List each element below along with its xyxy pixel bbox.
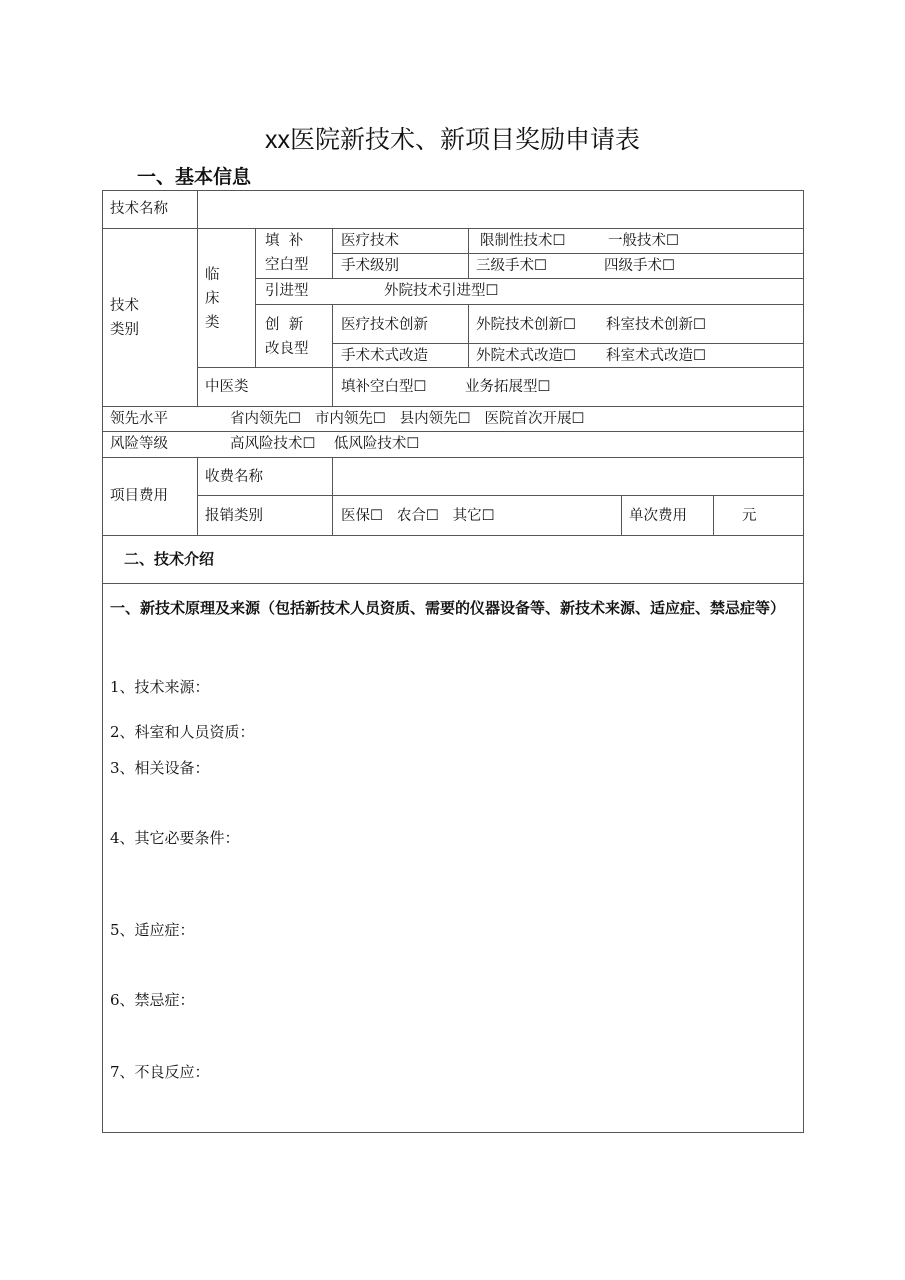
external-import-checkbox[interactable]: 外院技术引进型☐ [384, 283, 499, 299]
single-fee-label: 单次费用 [629, 508, 687, 524]
fill-type-label-2: 空白型 [265, 257, 309, 273]
title-prefix: xx [264, 126, 290, 154]
col-divider [255, 228, 256, 368]
clinical-char: 临 [205, 267, 220, 283]
level4-surgery-checkbox[interactable]: 四级手术☐ [604, 258, 675, 274]
table-border-right [803, 190, 804, 1133]
list-item: 6、禁忌症： [110, 991, 195, 1009]
tech-category-label-2: 类别 [110, 322, 139, 338]
lead-level-label: 领先水平 [110, 411, 168, 427]
row-divider [255, 304, 804, 305]
risk-level-options[interactable]: 高风险技术☐ 低风险技术☐ [230, 436, 420, 452]
level3-surgery-checkbox[interactable]: 三级手术☐ [476, 258, 547, 274]
list-item: 5、适应症： [110, 921, 195, 939]
row-divider [102, 406, 804, 407]
ext-innov-checkbox[interactable]: 外院技术创新☐ [476, 317, 576, 333]
title-main: 医院新技术、新项目奖励申请表 [289, 125, 640, 154]
innov-type-label-2: 改良型 [265, 341, 309, 357]
row-divider [332, 253, 804, 254]
table-border-top [102, 190, 804, 191]
col-divider [468, 304, 469, 368]
reimb-options[interactable]: 医保☐ 农合☐ 其它☐ [341, 508, 495, 524]
col-divider [197, 190, 198, 407]
table-border-bottom [102, 1132, 804, 1133]
med-innov-label: 医疗技术创新 [341, 317, 428, 333]
tcm-expand-checkbox[interactable]: 业务拓展型☐ [465, 379, 551, 395]
import-type-label: 引进型 [265, 283, 309, 299]
row-divider [197, 367, 804, 368]
row-divider [102, 228, 804, 229]
row-divider [332, 343, 804, 344]
surgery-level-label: 手术级别 [341, 258, 399, 274]
tcm-fill-checkbox[interactable]: 填补空白型☐ [341, 379, 427, 395]
col-divider [621, 495, 622, 536]
table-border-left [102, 190, 103, 1133]
lead-level-options[interactable]: 省内领先☐ 市内领先☐ 县内领先☐ 医院首次开展☐ [230, 411, 585, 427]
list-item: 3、相关设备： [110, 759, 210, 777]
clinical-char: 类 [205, 315, 220, 331]
row-divider [102, 535, 804, 536]
list-item: 2、科室和人员资质： [110, 723, 255, 741]
fill-type-label-1: 填 补 [265, 233, 304, 249]
page-title [0, 122, 905, 158]
charge-name-label: 收费名称 [205, 469, 263, 485]
dept-innov-checkbox[interactable]: 科室技术创新☐ [606, 317, 706, 333]
tech-name-field[interactable] [203, 199, 793, 219]
clinical-char: 床 [205, 291, 220, 307]
row-divider [102, 457, 804, 458]
col-divider [197, 457, 198, 536]
dept-surg-checkbox[interactable]: 科室术式改造☐ [606, 348, 706, 364]
col-divider [332, 228, 333, 279]
innov-type-label-1: 创 新 [265, 317, 304, 333]
restricted-tech-checkbox[interactable]: 限制性技术☐ [480, 233, 566, 249]
med-tech-label: 医疗技术 [341, 233, 399, 249]
general-tech-checkbox[interactable]: 一般技术☐ [608, 233, 679, 249]
col-divider [332, 457, 333, 536]
col-divider [468, 228, 469, 279]
project-fee-label: 项目费用 [110, 488, 168, 504]
col-divider [332, 304, 333, 407]
list-item: 4、其它必要条件： [110, 829, 240, 847]
list-item: 7、不良反应： [110, 1063, 210, 1081]
row-divider [102, 583, 804, 584]
tech-category-label-1: 技术 [110, 298, 139, 314]
ext-surg-checkbox[interactable]: 外院术式改造☐ [476, 348, 576, 364]
list-item: 1、技术来源： [110, 678, 210, 696]
row-divider [102, 431, 804, 432]
section-tech-intro-heading: 二、技术介绍 [124, 550, 215, 568]
tech-name-label: 技术名称 [110, 201, 168, 217]
surg-improve-label: 手术术式改造 [341, 348, 428, 364]
yuan-unit: 元 [742, 508, 757, 524]
principle-heading: 一、新技术原理及来源（包括新技术人员资质、需要的仪器设备等、新技术来源、适应症、禁忌症等） [110, 599, 786, 617]
charge-name-field[interactable] [340, 467, 795, 487]
row-divider [255, 278, 804, 279]
col-divider [713, 495, 714, 536]
tcm-label: 中医类 [205, 379, 249, 395]
reimb-type-label: 报销类别 [205, 508, 263, 524]
risk-level-label: 风险等级 [110, 436, 168, 452]
section-basic-info-heading: 一、基本信息 [137, 166, 252, 188]
